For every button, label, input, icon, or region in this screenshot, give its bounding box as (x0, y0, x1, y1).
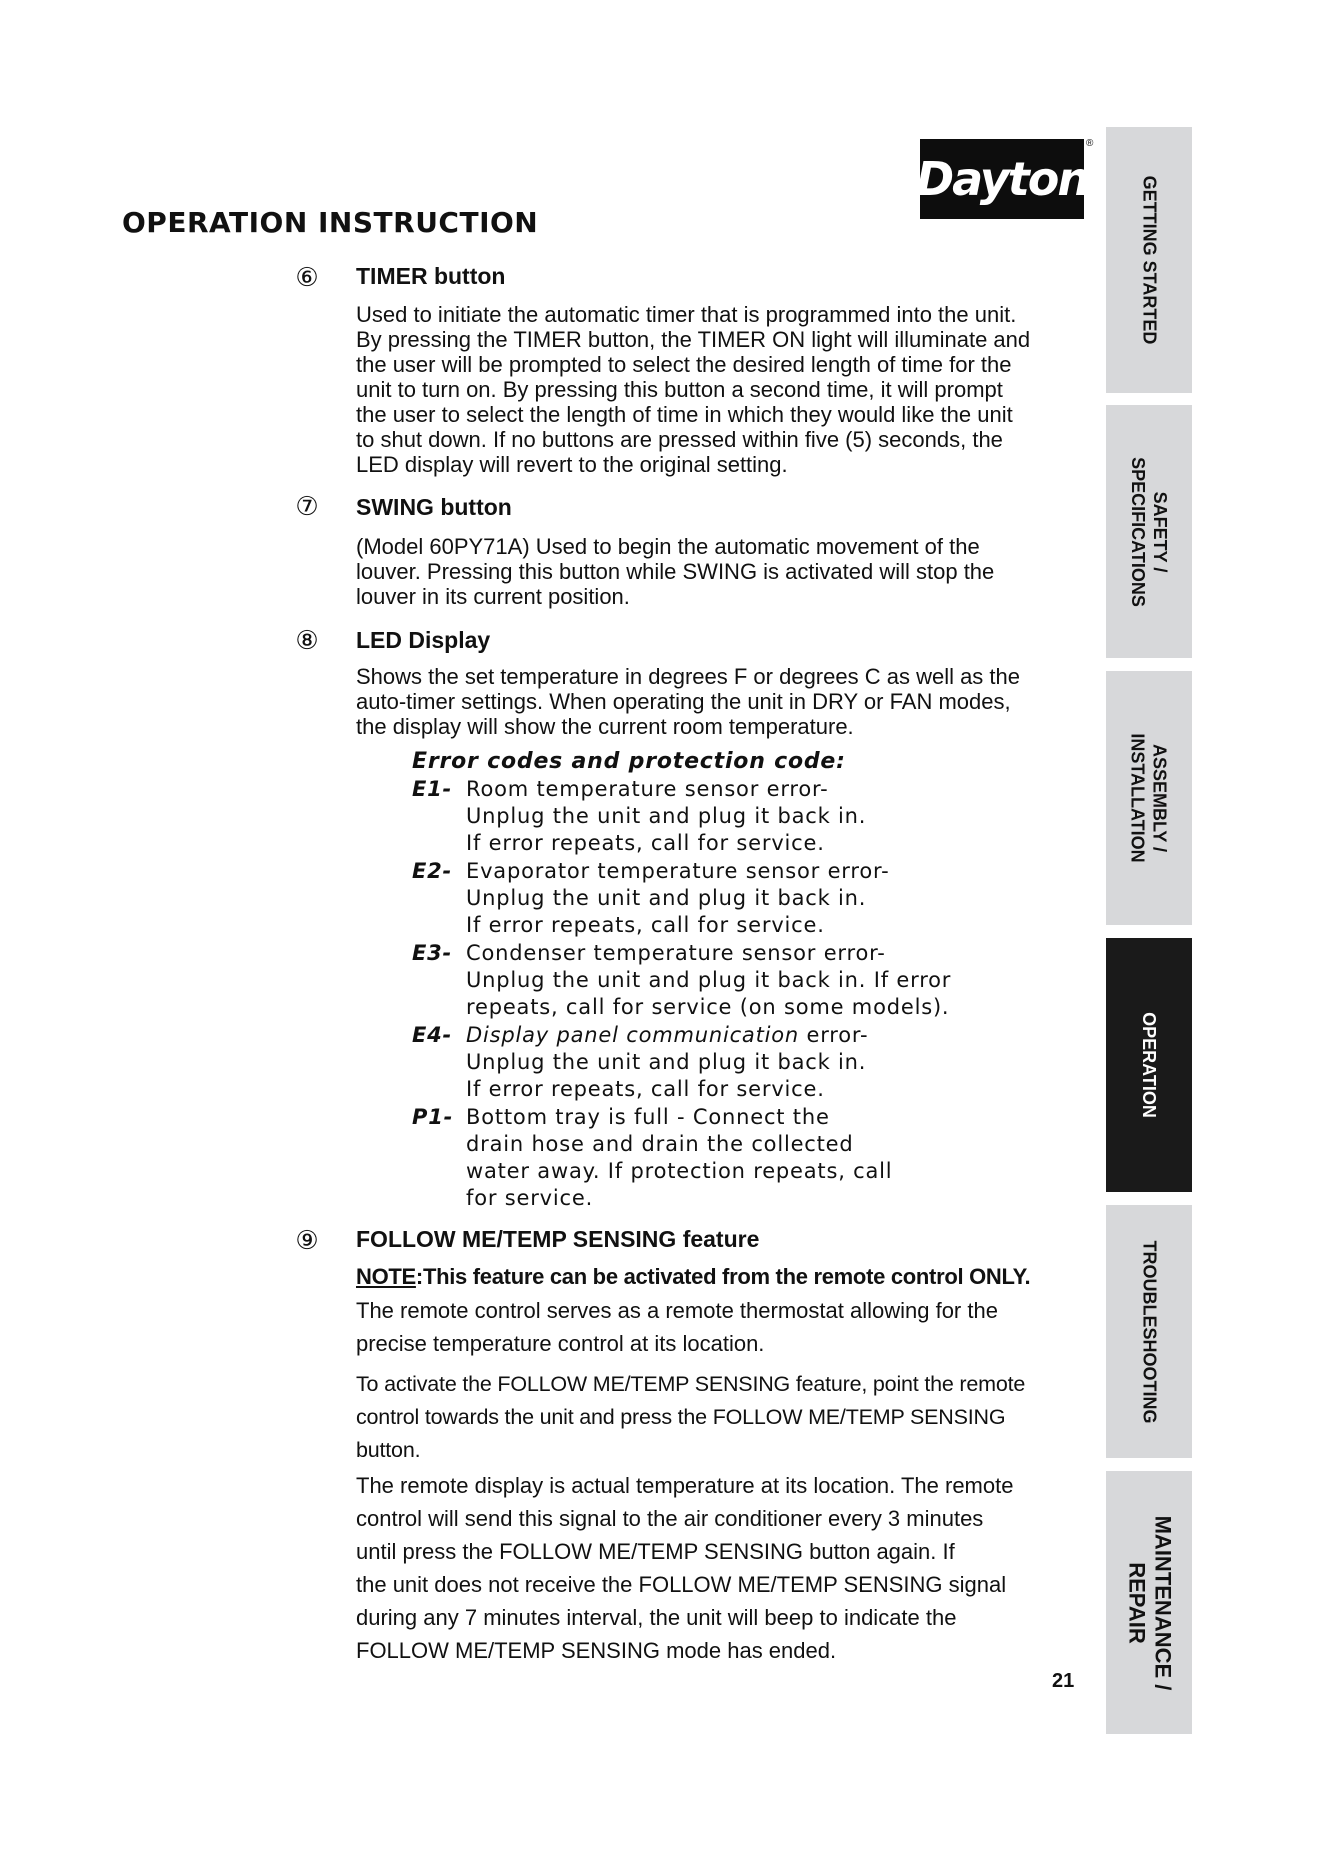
error-text: Bottom tray is full - Connect the (466, 1105, 830, 1129)
follow-me-para-3 (356, 1469, 1096, 1667)
error-text: repeats, call for service (on some models). (466, 995, 950, 1019)
tab-maintenance-repair[interactable] (1106, 1471, 1192, 1734)
tab-label-line: SPECIFICATIONS (1128, 456, 1148, 607)
text-line: during any 7 minutes interval, the unit will beep to indicate the (356, 1605, 957, 1630)
text-line: The remote control serves as a remote thermostat allowing for the (356, 1298, 998, 1323)
text-line: auto-timer settings. When operating the unit in DRY or FAN modes, (356, 689, 1011, 714)
tab-label-line: SAFETY / (1150, 491, 1170, 572)
error-text: error- (799, 1023, 869, 1047)
timer-description (356, 302, 1096, 477)
tab-troubleshooting[interactable] (1106, 1205, 1192, 1458)
text-line: to shut down. If no buttons are pressed within five (5) seconds, the (356, 427, 1003, 452)
error-text: Unplug the unit and plug it back in. (466, 1050, 867, 1074)
error-text: Evaporator temperature sensor error- (466, 859, 890, 883)
tab-safety-specifications[interactable] (1106, 405, 1192, 658)
page-number: 21 (1052, 1670, 1075, 1692)
error-text: If error repeats, call for service. (466, 913, 825, 937)
note-label: NOTE (356, 1264, 416, 1289)
tab-operation[interactable] (1106, 938, 1192, 1192)
text-line: until press the FOLLOW ME/TEMP SENSING button again. If (356, 1539, 955, 1564)
text-line: Used to initiate the automatic timer that is programmed into the unit. (356, 302, 1017, 327)
tab-label: GETTING STARTED (1139, 175, 1160, 345)
error-text: Unplug the unit and plug it back in. (466, 886, 867, 910)
text-line: the user to select the length of time in which they would like the unit (356, 402, 1013, 427)
error-code: E4- (412, 1023, 453, 1047)
error-text: Room temperature sensor error- (466, 777, 829, 801)
text-line: the unit does not receive the FOLLOW ME/TEMP SENSING signal (356, 1572, 1007, 1597)
text-line: LED display will revert to the original setting. (356, 452, 788, 477)
text-line: control will send this signal to the air conditioner every 3 minutes (356, 1506, 984, 1531)
error-code: E1- (412, 777, 453, 801)
error-code: E3- (412, 941, 453, 965)
section-heading-swing: SWING button (356, 494, 512, 520)
text-line: the user will be prompted to select the desired length of time for the (356, 352, 1012, 377)
text-line: The remote display is actual temperature at its location. The remote (356, 1473, 1014, 1498)
section-heading-follow-me: FOLLOW ME/TEMP SENSING feature (356, 1226, 760, 1252)
section-heading-timer: TIMER button (356, 263, 506, 289)
note-text: :This feature can be activated from the remote control ONLY. (415, 1264, 1031, 1289)
error-item-e1 (412, 776, 829, 803)
note-line (356, 1264, 1030, 1290)
error-text-italic: Display panel communication (466, 1023, 800, 1047)
page-title: OPERATION INSTRUCTION (122, 206, 539, 239)
error-text: If error repeats, call for service. (466, 1077, 825, 1101)
tab-assembly-installation[interactable] (1106, 671, 1192, 925)
text-line: precise temperature control at its location. (356, 1331, 765, 1356)
follow-me-para-2 (356, 1368, 1096, 1467)
error-codes-title: Error codes and protection code: (412, 749, 846, 774)
tab-label (1123, 1515, 1175, 1690)
dayton-logo (915, 139, 1089, 219)
section-number-9: ⑨ (295, 1226, 319, 1256)
error-item-p1 (412, 1104, 830, 1131)
section-number-8: ⑧ (295, 626, 319, 656)
tab-label-line: INSTALLATION (1128, 733, 1149, 863)
registered-mark: ® (1086, 138, 1094, 149)
text-line: FOLLOW ME/TEMP SENSING mode has ended. (356, 1638, 837, 1663)
error-text: Condenser temperature sensor error- (466, 941, 886, 965)
error-item-e2 (412, 858, 889, 885)
logo-text: Dayton (915, 152, 1089, 206)
text-line: unit to turn on. By pressing this button a second time, it will prompt (356, 377, 1003, 402)
section-number-7: ⑦ (295, 492, 319, 522)
error-code: E2- (412, 859, 453, 883)
follow-me-para-1 (356, 1294, 1096, 1360)
tab-label-line: REPAIR (1124, 1561, 1149, 1644)
error-text: drain hose and drain the collected (466, 1132, 854, 1156)
error-codes-block (412, 748, 1052, 1218)
text-line: To activate the FOLLOW ME/TEMP SENSING feature, point the remote (356, 1372, 1026, 1396)
error-text: Unplug the unit and plug it back in. (466, 804, 867, 828)
tab-label (1127, 733, 1171, 862)
error-text: for service. (466, 1186, 594, 1210)
tab-label-line: ASSEMBLY / (1150, 743, 1171, 853)
error-text: Unplug the unit and plug it back in. If error (466, 968, 952, 992)
text-line: (Model 60PY71A) Used to begin the automatic movement of the (356, 534, 980, 559)
text-line: Shows the set temperature in degrees F or degrees C as well as the (356, 664, 1021, 689)
error-text: If error repeats, call for service. (466, 831, 825, 855)
text-line: the display will show the current room temperature. (356, 714, 854, 739)
error-text: water away. If protection repeats, call (466, 1159, 893, 1183)
text-line: louver in its current position. (356, 584, 630, 609)
section-number-6: ⑥ (295, 263, 319, 293)
tab-label: OPERATION (1139, 1012, 1160, 1118)
swing-description (356, 534, 1096, 609)
tab-label-line: MAINTENANCE / (1150, 1515, 1175, 1690)
led-display-description (356, 664, 1096, 739)
tab-getting-started[interactable] (1106, 127, 1192, 393)
text-line: button. (356, 1438, 421, 1462)
error-item-e3 (412, 940, 886, 967)
tab-label: TROUBLESHOOTING (1139, 1240, 1159, 1423)
text-line: By pressing the TIMER button, the TIMER ON light will illuminate and (356, 327, 1031, 352)
text-line: louver. Pressing this button while SWING is activated will stop the (356, 559, 995, 584)
error-code: P1- (412, 1105, 454, 1129)
text-line: control towards the unit and press the FOLLOW ME/TEMP SENSING (356, 1405, 1006, 1429)
section-heading-led-display: LED Display (356, 627, 491, 653)
error-item-e4 (412, 1022, 868, 1049)
tab-label (1127, 457, 1171, 607)
